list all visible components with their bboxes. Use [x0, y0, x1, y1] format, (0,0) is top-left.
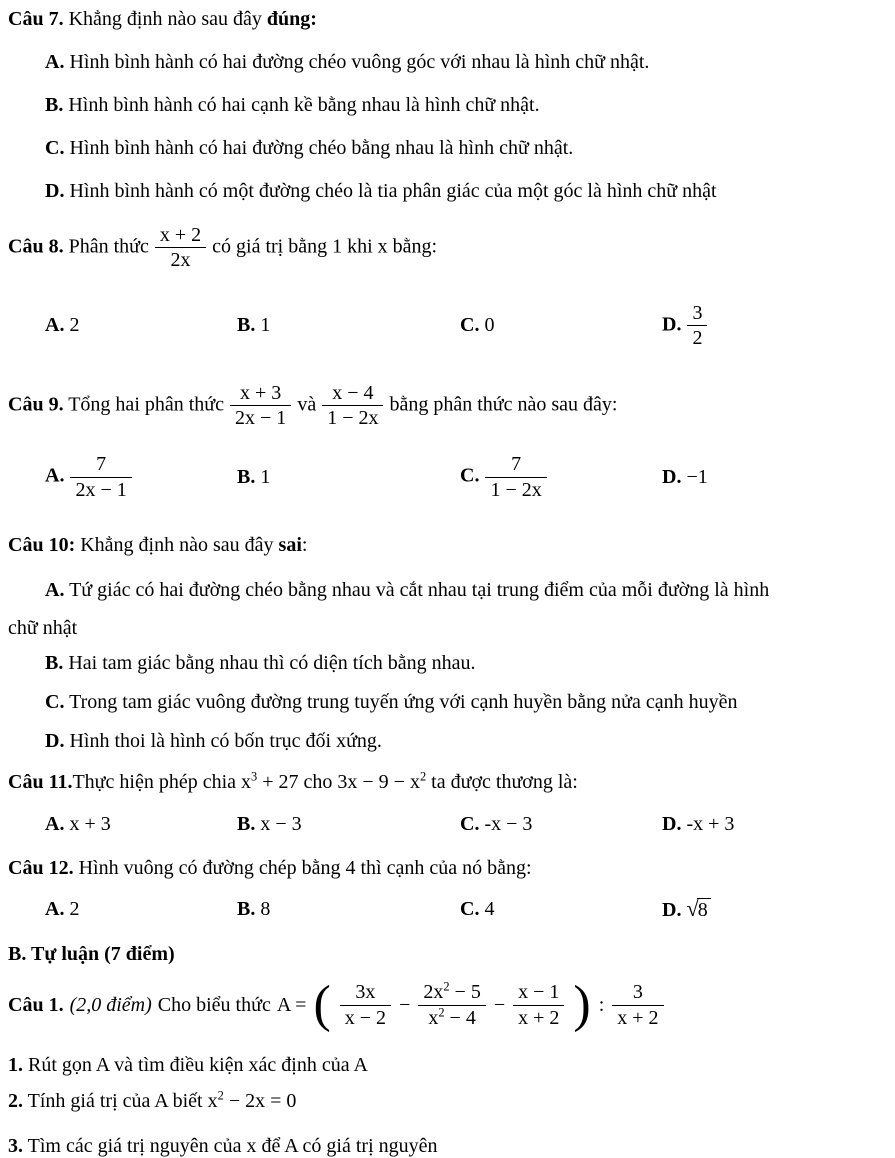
- math-base: x: [428, 1006, 439, 1029]
- question-8-options: [45, 299, 885, 353]
- question-12-options: [45, 896, 885, 922]
- essay-question-1: [8, 978, 885, 1158]
- math-base: 2x: [423, 981, 444, 1004]
- option-label: A.: [45, 897, 65, 920]
- fraction-denominator: 2: [687, 325, 707, 350]
- option-text: 2: [69, 897, 80, 920]
- fraction: [340, 980, 391, 1030]
- option-text: -x + 3: [686, 813, 735, 836]
- fraction: [230, 381, 291, 431]
- question-9-prompt-after: bằng phân thức nào sau đây:: [389, 393, 618, 416]
- question-11-header: [8, 771, 885, 794]
- fraction: [513, 980, 564, 1030]
- question-8-option-a: [45, 314, 237, 337]
- question-9: [8, 379, 885, 505]
- radical-sign: √: [686, 896, 699, 922]
- math-rest: + 27: [262, 771, 299, 794]
- option-text: Trong tam giác vuông đường trung tuyến ứng với cạnh huyền bằng nửa cạnh huyền: [69, 691, 738, 714]
- question-9-options: [45, 450, 885, 504]
- option-label: D.: [45, 180, 65, 202]
- essay-1-points: (2,0 điểm): [69, 993, 152, 1016]
- question-11-option-b: [237, 813, 460, 836]
- fraction: [612, 980, 663, 1030]
- option-text: -x − 3: [484, 813, 533, 836]
- minus-operator: −: [399, 993, 411, 1016]
- option-text-line1: Tứ giác có hai đường chéo bằng nhau và cắt nhau tại trung điểm của mỗi đường là hình: [69, 579, 770, 602]
- option-text: Hình bình hành có một đường chéo là tia phân giác của một góc là hình chữ nhật: [69, 180, 717, 202]
- fraction-numerator: 3x: [355, 981, 376, 1004]
- option-label: D.: [662, 813, 682, 836]
- option-text: 4: [484, 897, 495, 920]
- open-paren: (: [313, 976, 331, 1034]
- question-7-option-c: [8, 137, 885, 160]
- question-11-option-a: [45, 813, 237, 836]
- option-label: A.: [45, 464, 65, 487]
- superscript: 2: [438, 1004, 445, 1019]
- math-rest: − 5: [454, 981, 481, 1004]
- option-label: B.: [237, 314, 256, 337]
- fraction-denominator: 2x − 1: [70, 477, 131, 502]
- fraction-numerator: 3: [692, 301, 703, 324]
- close-paren: ): [573, 976, 591, 1034]
- question-11-options: [45, 813, 885, 836]
- option-label: C.: [460, 314, 480, 337]
- task-label: 1.: [8, 1053, 23, 1076]
- fraction: [155, 223, 206, 273]
- question-7-label: Câu 7.: [8, 8, 64, 30]
- essay-1-intro: Cho biểu thức: [157, 993, 271, 1016]
- option-text: Hình bình hành có hai cạnh kề bằng nhau là hình chữ nhật.: [68, 94, 540, 116]
- question-9-prompt-middle: và: [297, 393, 317, 416]
- essay-1-label: Câu 1.: [8, 993, 64, 1016]
- question-12-label: Câu 12.: [8, 857, 74, 880]
- fraction-numerator: [418, 980, 485, 1004]
- essay-1-task-2: [8, 1090, 885, 1113]
- question-9-prompt-before: Tổng hai phân thức: [68, 393, 225, 416]
- question-11-option-d: [662, 813, 885, 836]
- option-text: x − 3: [260, 813, 302, 836]
- task-text: Tìm các giá trị nguyên của x để A có giá trị nguyên: [27, 1134, 438, 1157]
- question-10-header: [8, 534, 885, 557]
- option-label: D.: [662, 313, 682, 336]
- option-label: B.: [45, 94, 64, 116]
- math-rest: − 4: [449, 1006, 476, 1029]
- option-label: C.: [460, 464, 480, 487]
- question-12-prompt: Hình vuông có đường chép bằng 4 thì cạnh của nó bằng:: [78, 857, 532, 880]
- question-8: [8, 221, 885, 353]
- question-9-option-d: [662, 466, 885, 489]
- essay-1-task-3: [8, 1135, 885, 1158]
- option-text: Hình thoi là hình có bốn trục đối xứng.: [69, 730, 382, 753]
- question-7-option-b: [8, 94, 885, 117]
- fraction-denominator: [418, 1005, 485, 1030]
- math-base: x: [241, 771, 252, 794]
- fraction-numerator: 3: [632, 981, 643, 1004]
- question-10-prompt: Khẳng định nào sau đây: [80, 534, 274, 557]
- question-12-option-a: [45, 898, 237, 921]
- fraction-numerator: 7: [511, 453, 522, 476]
- option-text: 0: [484, 314, 495, 337]
- question-7-prompt: Khẳng định nào sau đây: [68, 8, 262, 30]
- fraction-denominator: 1 − 2x: [485, 477, 546, 502]
- fraction: [687, 301, 707, 351]
- option-label: C.: [45, 691, 65, 714]
- minus-operator: −: [493, 993, 506, 1016]
- math-expression: [337, 771, 426, 793]
- superscript: 2: [217, 1088, 224, 1103]
- question-11-prompt-middle: cho: [303, 771, 333, 794]
- question-7-header: [8, 8, 885, 31]
- fraction-numerator: x + 2: [159, 224, 202, 246]
- option-text: 2: [69, 314, 80, 337]
- question-10-prompt-bold: sai: [278, 534, 302, 557]
- question-8-prompt-after: có giá trị bằng 1 khi x bằng:: [212, 235, 438, 258]
- option-label: D.: [662, 465, 682, 488]
- question-11-prompt-after: ta được thương là:: [431, 771, 578, 794]
- option-text: Hình bình hành có hai đường chéo vuông góc với nhau là hình chữ nhật.: [69, 51, 650, 73]
- question-8-header: [8, 221, 885, 275]
- option-label: C.: [45, 137, 65, 159]
- option-text: Hình bình hành có hai đường chéo bằng nhau là hình chữ nhật.: [69, 137, 574, 159]
- option-text: 8: [260, 897, 271, 920]
- task-text: Rút gọn A và tìm điều kiện xác định của A: [28, 1053, 368, 1076]
- question-8-option-d: [662, 299, 885, 353]
- essay-1-statement: [8, 978, 885, 1032]
- formula-lhs: A =: [276, 993, 307, 1016]
- option-text: 1: [260, 314, 271, 337]
- question-9-option-b: [237, 466, 460, 489]
- square-root: [686, 896, 710, 922]
- question-11-prompt-before: Thực hiện phép chia: [72, 771, 237, 794]
- question-9-label: Câu 9.: [8, 393, 64, 416]
- question-10-option-b: [8, 652, 885, 675]
- division-colon: :: [598, 993, 605, 1016]
- section-b-title: B. Tự luận (7 điểm): [8, 943, 175, 966]
- option-text: Hai tam giác bằng nhau thì có diện tích bằng nhau.: [68, 652, 476, 675]
- formula: [312, 978, 664, 1032]
- math-rest: − 2x = 0: [228, 1089, 297, 1112]
- question-10-option-d: [8, 730, 885, 753]
- question-9-option-c: [460, 450, 662, 504]
- question-12: [8, 857, 885, 922]
- superscript: 3: [251, 769, 258, 784]
- question-7: [8, 8, 885, 203]
- question-11-option-c: [460, 813, 662, 836]
- fraction-denominator: 2x: [155, 247, 206, 272]
- superscript: 2: [443, 979, 450, 994]
- math-base: 3x − 9 − x: [337, 771, 420, 794]
- question-8-option-b: [237, 314, 460, 337]
- option-label: A.: [45, 579, 65, 602]
- question-9-header: [8, 379, 885, 433]
- question-12-option-b: [237, 898, 460, 921]
- fraction-denominator: x + 2: [513, 1005, 564, 1030]
- math-expression: [241, 771, 298, 793]
- option-text-line2: chữ nhật: [8, 617, 78, 640]
- question-10: [8, 534, 885, 753]
- question-9-option-a: [45, 450, 237, 504]
- superscript: 2: [419, 769, 427, 784]
- fraction-denominator: 1 − 2x: [322, 405, 383, 430]
- question-10-label: Câu 10:: [8, 534, 76, 557]
- math-base: x: [207, 1089, 218, 1112]
- question-7-option-d: [8, 180, 885, 203]
- fraction: [322, 381, 383, 431]
- question-10-option-a: [8, 571, 885, 647]
- fraction-denominator: 2x − 1: [230, 405, 291, 430]
- option-label: C.: [460, 813, 480, 836]
- option-label: B.: [237, 813, 256, 836]
- option-label: B.: [45, 652, 64, 675]
- question-12-option-c: [460, 898, 662, 921]
- option-text: 1: [260, 465, 271, 488]
- task-text: Tính giá trị của A biết: [27, 1089, 203, 1112]
- fraction: [70, 452, 131, 502]
- fraction-denominator: x + 2: [612, 1005, 663, 1030]
- option-label: B.: [237, 465, 256, 488]
- fraction-numerator: x + 3: [240, 381, 282, 404]
- task-label: 3.: [8, 1134, 23, 1157]
- document-page: [8, 8, 885, 1158]
- task-label: 2.: [8, 1089, 23, 1112]
- fraction: [485, 452, 546, 502]
- option-label: A.: [45, 813, 65, 836]
- option-text: −1: [686, 465, 708, 488]
- option-label: C.: [460, 897, 480, 920]
- option-label: D.: [662, 899, 682, 922]
- fraction-numerator: x − 4: [332, 381, 374, 404]
- question-11: [8, 771, 885, 836]
- option-label: B.: [237, 897, 256, 920]
- essay-1-task-1: [8, 1054, 885, 1077]
- math-expression: [208, 1090, 297, 1112]
- question-8-option-c: [460, 314, 662, 337]
- fraction-denominator: x − 2: [340, 1005, 391, 1030]
- fraction: [418, 980, 485, 1030]
- question-10-prompt-tail: :: [301, 534, 308, 557]
- question-12-header: [8, 857, 885, 880]
- option-label: A.: [45, 314, 65, 337]
- question-8-prompt-before: Phân thức: [68, 235, 149, 258]
- question-11-label: Câu 11.: [8, 771, 73, 794]
- radicand: 8: [697, 898, 711, 922]
- question-10-option-c: [8, 691, 885, 714]
- option-label: D.: [45, 730, 65, 753]
- question-8-label: Câu 8.: [8, 235, 64, 258]
- question-7-option-a: [8, 51, 885, 74]
- option-label: A.: [45, 51, 65, 73]
- fraction-numerator: 7: [96, 453, 107, 476]
- question-12-option-d: [662, 896, 885, 922]
- option-text: x + 3: [69, 813, 111, 836]
- fraction-numerator: x − 1: [518, 981, 560, 1004]
- question-7-prompt-bold: đúng:: [266, 8, 317, 30]
